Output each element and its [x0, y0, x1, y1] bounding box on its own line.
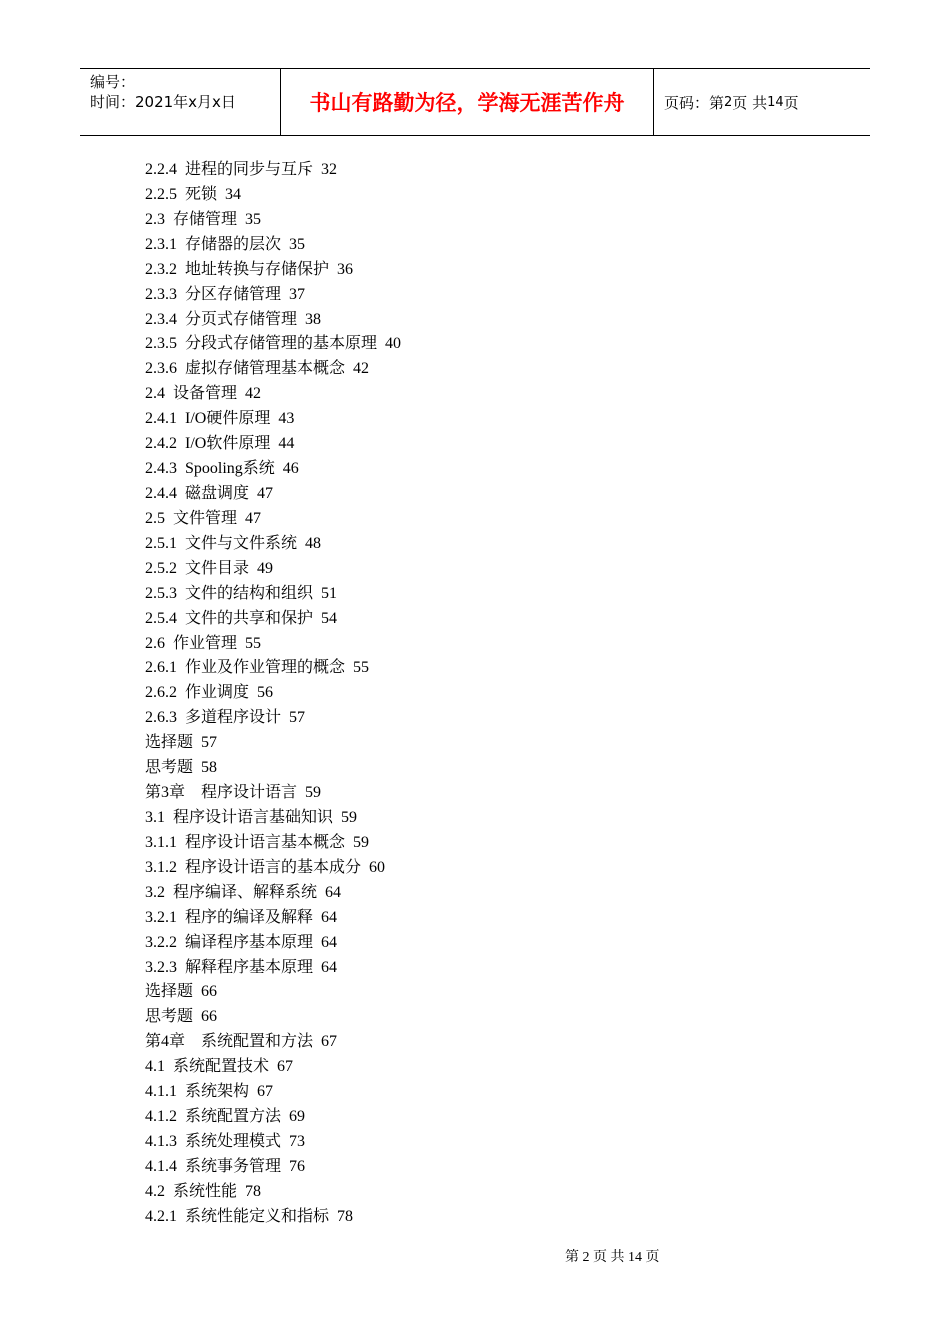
page-footer: 第 2 页 共 14 页: [565, 1250, 660, 1265]
toc-entry: 2.6.1 作业及作业管理的概念 55: [145, 659, 370, 677]
toc-entry: 2.5.3 文件的结构和组织 51: [145, 584, 338, 602]
toc-entry: 4.1.1 系统架构 67: [145, 1083, 274, 1101]
toc-entry: 2.3.4 分页式存储管理 38: [145, 310, 322, 328]
toc-entry: 3.2.3 解释程序基本原理 64: [145, 958, 338, 976]
number-label: 编号：: [90, 73, 136, 91]
date-label: 时间：2021年x月x日: [90, 93, 236, 111]
toc-entry: 2.5 文件管理 47: [145, 509, 262, 527]
toc-entry: 4.1.4 系统事务管理 76: [145, 1157, 306, 1175]
page-prefix: 页码：第: [664, 93, 725, 112]
toc-entry: 2.3.6 虚拟存储管理基本概念 42: [145, 360, 370, 378]
toc-entry: 思考题 58: [145, 759, 218, 777]
toc-entry: 2.4.2 I/O软件原理 44: [145, 435, 295, 453]
toc-entry: 2.5.4 文件的共享和保护 54: [145, 609, 338, 627]
toc-entry: 3.2.2 编译程序基本原理 64: [145, 933, 338, 951]
toc-entry: 2.4.1 I/O硬件原理 43: [145, 410, 295, 428]
toc-entry: 2.4.3 Spooling系统 46: [145, 460, 299, 478]
toc-entry: 选择题 66: [145, 983, 218, 1001]
toc-entry: 2.6.2 作业调度 56: [145, 684, 274, 702]
toc-entry: 2.3 存储管理 35: [145, 210, 262, 228]
page-current: 2: [724, 94, 733, 110]
toc-entry: 2.5.2 文件目录 49: [145, 559, 274, 577]
page-suffix: 页: [783, 93, 799, 112]
toc-entry: 2.5.1 文件与文件系统 48: [145, 534, 322, 552]
page-total: 14: [767, 94, 784, 110]
toc-entry: 2.2.4 进程的同步与互斥 32: [145, 161, 338, 178]
page-header: [80, 68, 870, 136]
toc-entry: 2.6 作业管理 55: [145, 634, 262, 652]
toc-entry: 思考题 66: [145, 1008, 218, 1026]
table-of-contents: [145, 158, 401, 1230]
toc-entry: 3.1 程序设计语言基础知识 59: [145, 808, 358, 826]
toc-entry: 2.3.2 地址转换与存储保护 36: [145, 260, 354, 278]
toc-entry: 4.1.2 系统配置方法 69: [145, 1108, 306, 1126]
toc-entry: 2.3.3 分区存储管理 37: [145, 285, 306, 303]
toc-entry: 第4章 系统配置和方法 67: [145, 1033, 338, 1051]
toc-entry: 选择题 57: [145, 734, 218, 752]
toc-entry: 2.4 设备管理 42: [145, 385, 262, 403]
toc-entry: 4.1 系统配置技术 67: [145, 1058, 294, 1076]
header-meta: [80, 69, 281, 135]
header-page-number: [654, 69, 870, 135]
toc-entry: 4.2.1 系统性能定义和指标 78: [145, 1207, 354, 1225]
toc-entry: 2.3.5 分段式存储管理的基本原理 40: [145, 335, 402, 353]
toc-entry: 3.2 程序编译、解释系统 64: [145, 883, 342, 901]
toc-entry: 3.2.1 程序的编译及解释 64: [145, 908, 338, 926]
toc-entry: 4.2 系统性能 78: [145, 1182, 262, 1200]
toc-entry: 4.1.3 系统处理模式 73: [145, 1132, 306, 1150]
toc-entry: 3.1.2 程序设计语言的基本成分 60: [145, 858, 386, 876]
toc-entry: 2.6.3 多道程序设计 57: [145, 709, 306, 727]
toc-entry: 3.1.1 程序设计语言基本概念 59: [145, 833, 370, 851]
toc-entry: 第3章 程序设计语言 59: [145, 784, 322, 802]
toc-entry: 2.3.1 存储器的层次 35: [145, 235, 306, 253]
page-mid: 页 共: [732, 93, 768, 112]
toc-entry: 2.2.5 死锁 34: [145, 185, 242, 203]
header-motto: 书山有路勤为径，学海无涯苦作舟: [281, 69, 654, 135]
toc-entry: 2.4.4 磁盘调度 47: [145, 484, 274, 502]
